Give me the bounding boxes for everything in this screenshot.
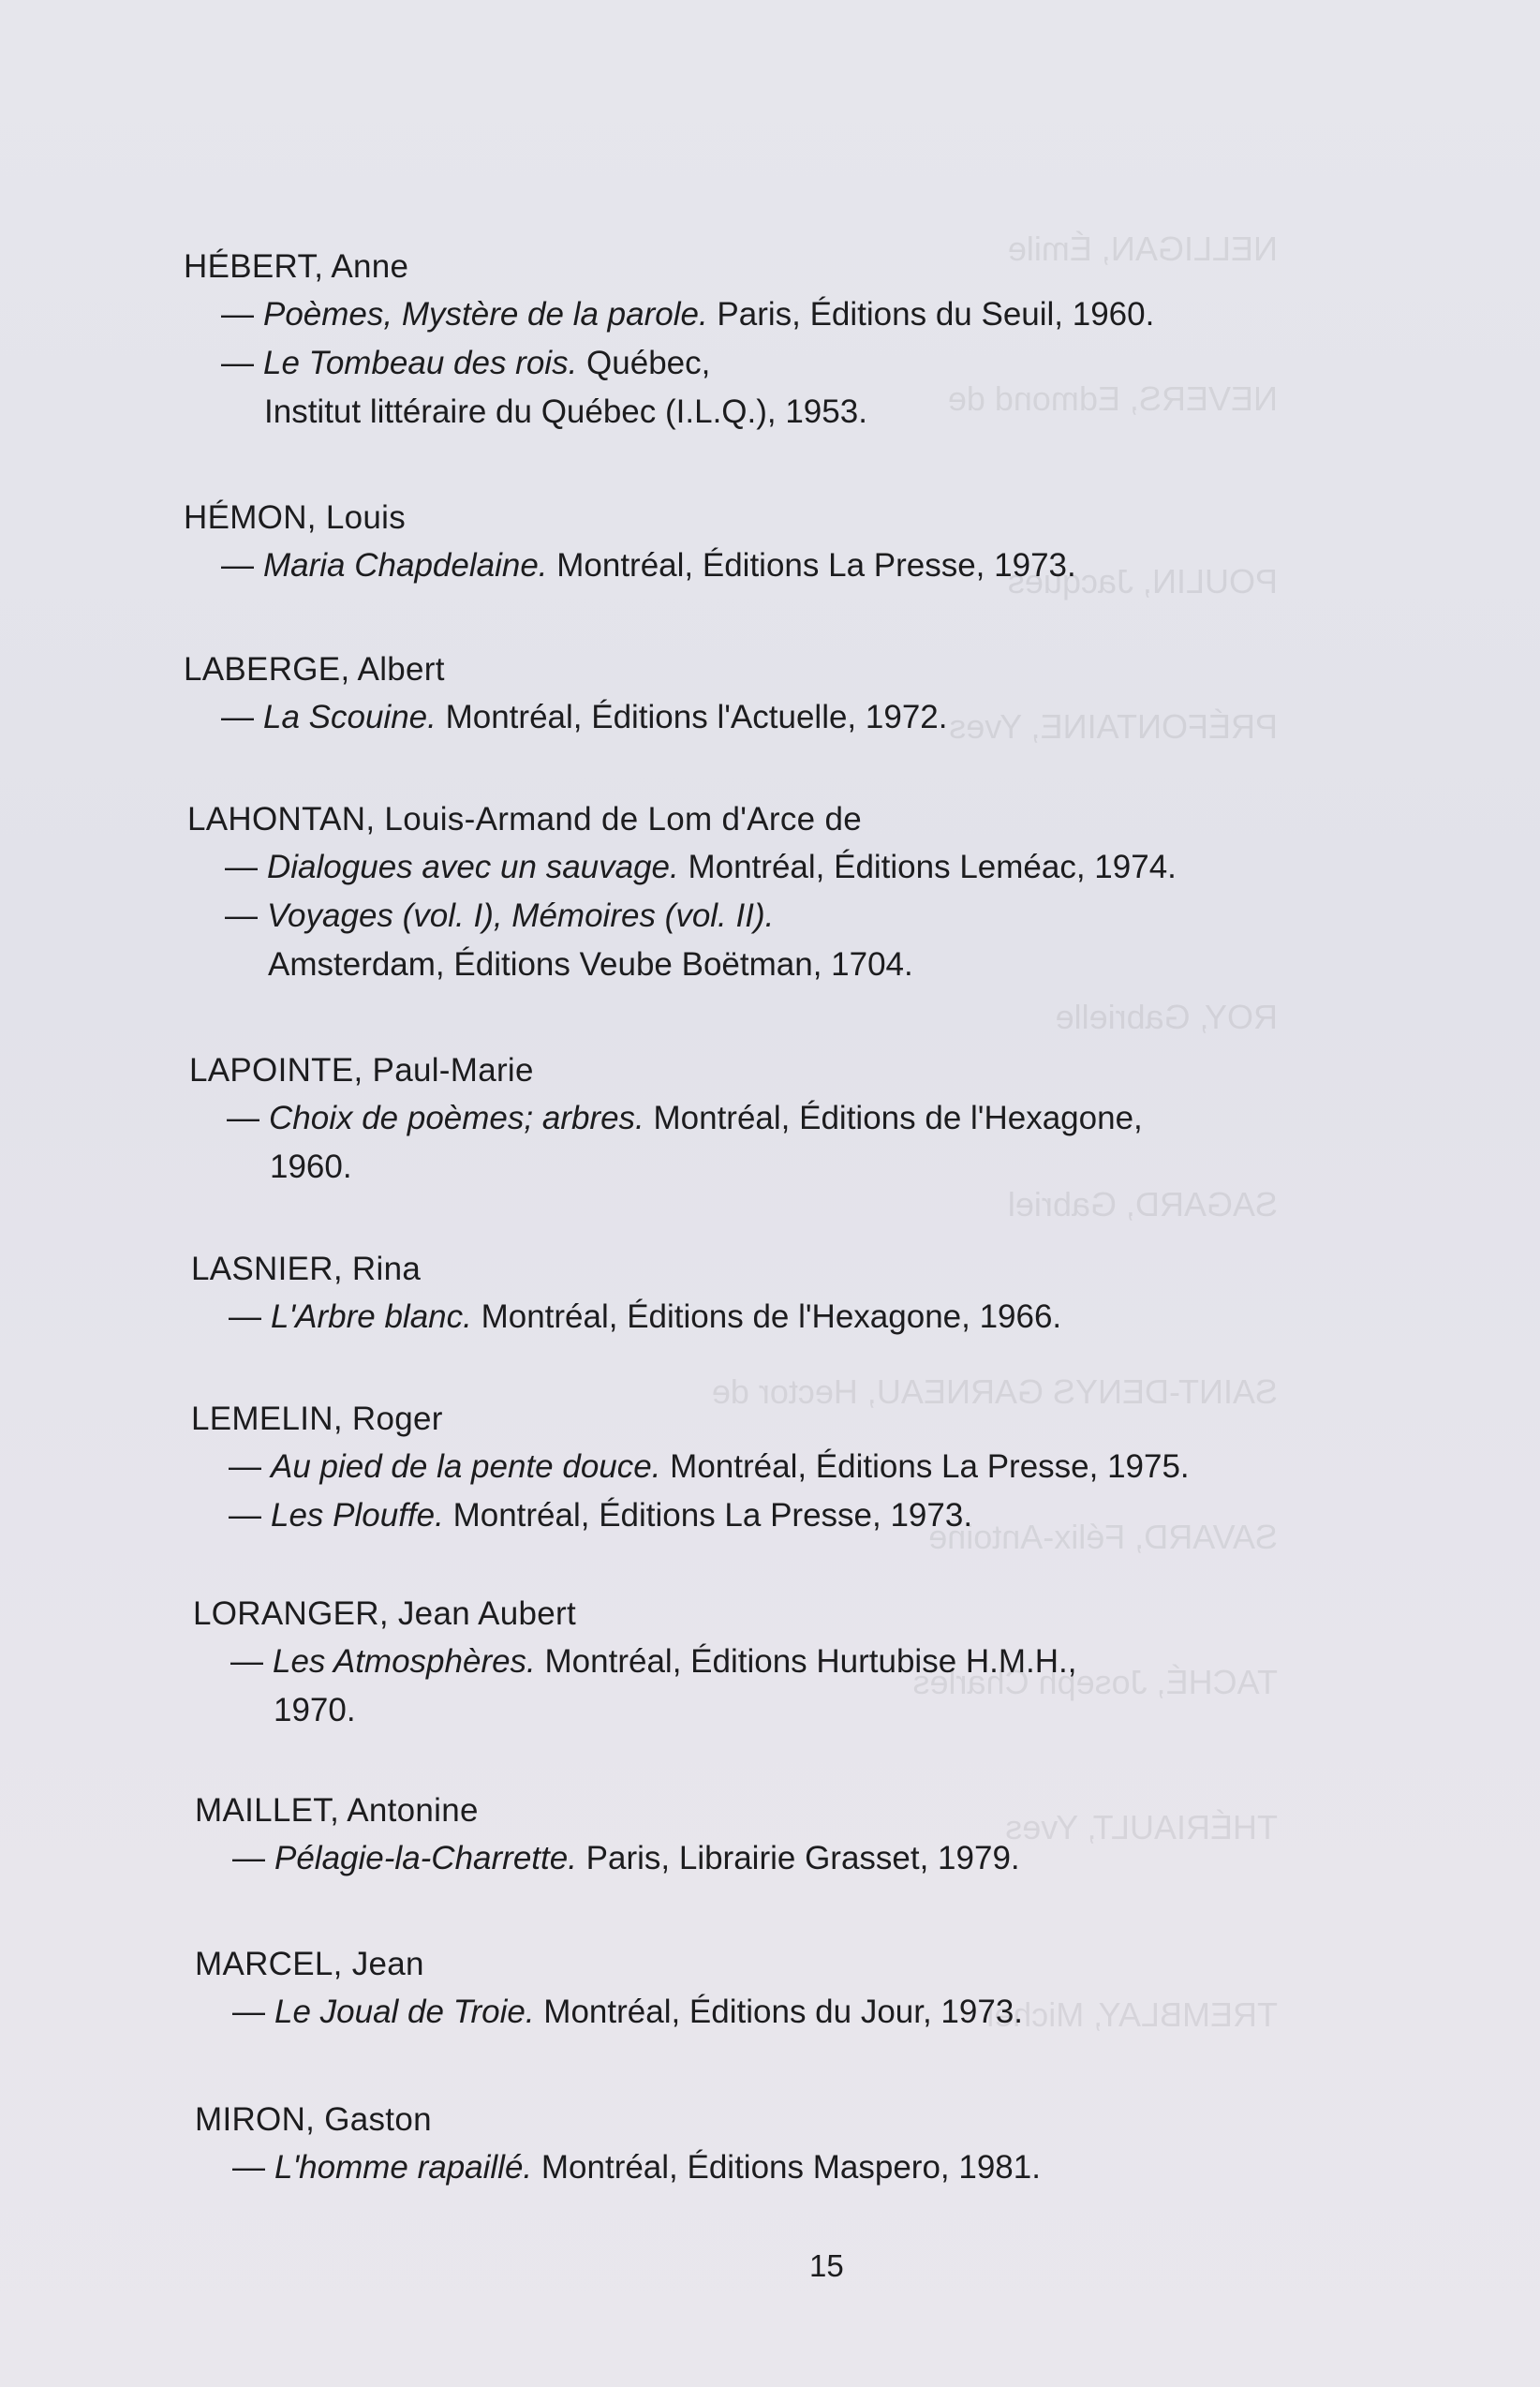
work-details: Montréal, Éditions de l'Hexagone, — [644, 1100, 1143, 1136]
page-number: 15 — [809, 2248, 844, 2283]
work-item — [195, 2143, 1450, 2192]
em-dash: — — [221, 547, 254, 584]
author-name: LABERGE, Albert — [184, 651, 445, 688]
bibliography-entry — [184, 244, 1439, 437]
work-title: Maria Chapdelaine. — [263, 547, 548, 584]
work-title: Choix de poèmes; arbres. — [269, 1100, 644, 1136]
bibliography-entry — [191, 1246, 1446, 1342]
em-dash: — — [232, 2149, 265, 2186]
author-name: LAPOINTE, Paul-Marie — [189, 1052, 534, 1089]
em-dash: — — [229, 1298, 261, 1335]
em-dash: — — [227, 1100, 259, 1136]
work-details: Montréal, Éditions La Presse, 1975. — [660, 1448, 1190, 1485]
em-dash: — — [229, 1497, 261, 1534]
em-dash: — — [225, 849, 258, 885]
author-name: MIRON, Gaston — [195, 2101, 432, 2138]
work-item — [184, 693, 1439, 742]
work-details: Montréal, Éditions La Presse, 1973. — [547, 547, 1076, 584]
show-through-ghost: NELLIGAN, Émile NEVERS, Edmond de POULIN, Jacques PRÉFONTAINE, Yves ROY, Gabrielle SAGARD, Gabriel SAINT-DENYS GARNEAU, Hector de SAVARD, Félix-Antoine TACHÉ, Joseph Charles THÉRIAULT, Yves TREMBLAY, Michel — [711, 230, 1278, 2034]
work-item — [189, 1094, 1444, 1192]
work-details: Québec, — [577, 345, 711, 381]
bibliography-entry — [195, 2097, 1450, 2192]
work-details: Montréal, Éditions de l'Hexagone, 1966. — [471, 1298, 1062, 1335]
em-dash: — — [221, 296, 254, 333]
bibliography-entry — [189, 1047, 1444, 1192]
work-title: Au pied de la pente douce. — [271, 1448, 661, 1485]
bibliography-entry — [195, 1787, 1450, 1883]
work-details: Montréal, Éditions l'Actuelle, 1972. — [436, 699, 948, 735]
work-title: Pélagie-la-Charrette. — [274, 1840, 577, 1876]
work-title: Le Tombeau des rois. — [263, 345, 578, 381]
work-item — [187, 843, 1443, 892]
work-details: Montréal, Éditions Hurtubise H.M.H., — [535, 1643, 1077, 1680]
work-title: Les Atmosphères. — [273, 1643, 536, 1680]
author-name: HÉBERT, Anne — [184, 248, 409, 285]
author-name: LAHONTAN, Louis-Armand de Lom d'Arce de — [187, 801, 862, 838]
work-details: Paris, Librairie Grasset, 1979. — [576, 1840, 1020, 1876]
em-dash: — — [229, 1448, 261, 1485]
work-item — [184, 339, 1439, 437]
author-name: HÉMON, Louis — [184, 499, 406, 536]
work-item — [191, 1491, 1446, 1540]
work-title: L'Arbre blanc. — [271, 1298, 472, 1335]
work-details: Paris, Éditions du Seuil, 1960. — [707, 296, 1155, 333]
work-title: Dialogues avec un sauvage. — [267, 849, 679, 885]
author-name: LASNIER, Rina — [191, 1251, 422, 1287]
bibliography-entry — [193, 1591, 1448, 1735]
work-details: Montréal, Éditions La Presse, 1973. — [443, 1497, 973, 1534]
em-dash: — — [232, 1840, 265, 1876]
work-details-continued: Institut littéraire du Québec (I.L.Q.), 1953. — [264, 393, 867, 430]
em-dash: — — [221, 699, 254, 735]
bibliography-entry — [184, 646, 1439, 742]
work-details: Montréal, Éditions du Jour, 1973. — [534, 1994, 1024, 2030]
work-item — [193, 1638, 1448, 1735]
em-dash: — — [221, 345, 254, 381]
author-name: LORANGER, Jean Aubert — [193, 1595, 576, 1632]
bibliography-entry — [187, 796, 1443, 989]
work-details: Montréal, Éditions Maspero, 1981. — [532, 2149, 1041, 2186]
author-name: MAILLET, Antonine — [195, 1792, 479, 1829]
bibliography-entry — [191, 1396, 1446, 1540]
author-name: MARCEL, Jean — [195, 1946, 424, 1982]
work-details-continued: 1960. — [270, 1149, 352, 1185]
work-title: La Scouine. — [263, 699, 437, 735]
work-details: Montréal, Éditions Leméac, 1974. — [678, 849, 1177, 885]
work-item — [184, 541, 1439, 590]
work-item — [191, 1293, 1446, 1342]
bibliography-entry — [184, 495, 1439, 590]
work-item — [184, 290, 1439, 339]
work-item — [187, 892, 1443, 989]
work-details-continued: 1970. — [274, 1692, 356, 1728]
bibliography-entry — [195, 1941, 1450, 2037]
em-dash: — — [225, 897, 258, 934]
em-dash: — — [230, 1643, 263, 1680]
work-item — [195, 1834, 1450, 1883]
work-title: Poèmes, Mystère de la parole. — [263, 296, 708, 333]
em-dash: — — [232, 1994, 265, 2030]
work-title: L'homme rapaillé. — [274, 2149, 533, 2186]
work-title: Le Joual de Troie. — [274, 1994, 535, 2030]
work-title: Les Plouffe. — [271, 1497, 444, 1534]
author-name: LEMELIN, Roger — [191, 1401, 443, 1437]
work-details-continued: Amsterdam, Éditions Veube Boëtman, 1704. — [268, 946, 913, 983]
work-item — [195, 1988, 1450, 2037]
work-title: Voyages (vol. I), Mémoires (vol. II). — [267, 897, 775, 934]
work-item — [191, 1443, 1446, 1491]
